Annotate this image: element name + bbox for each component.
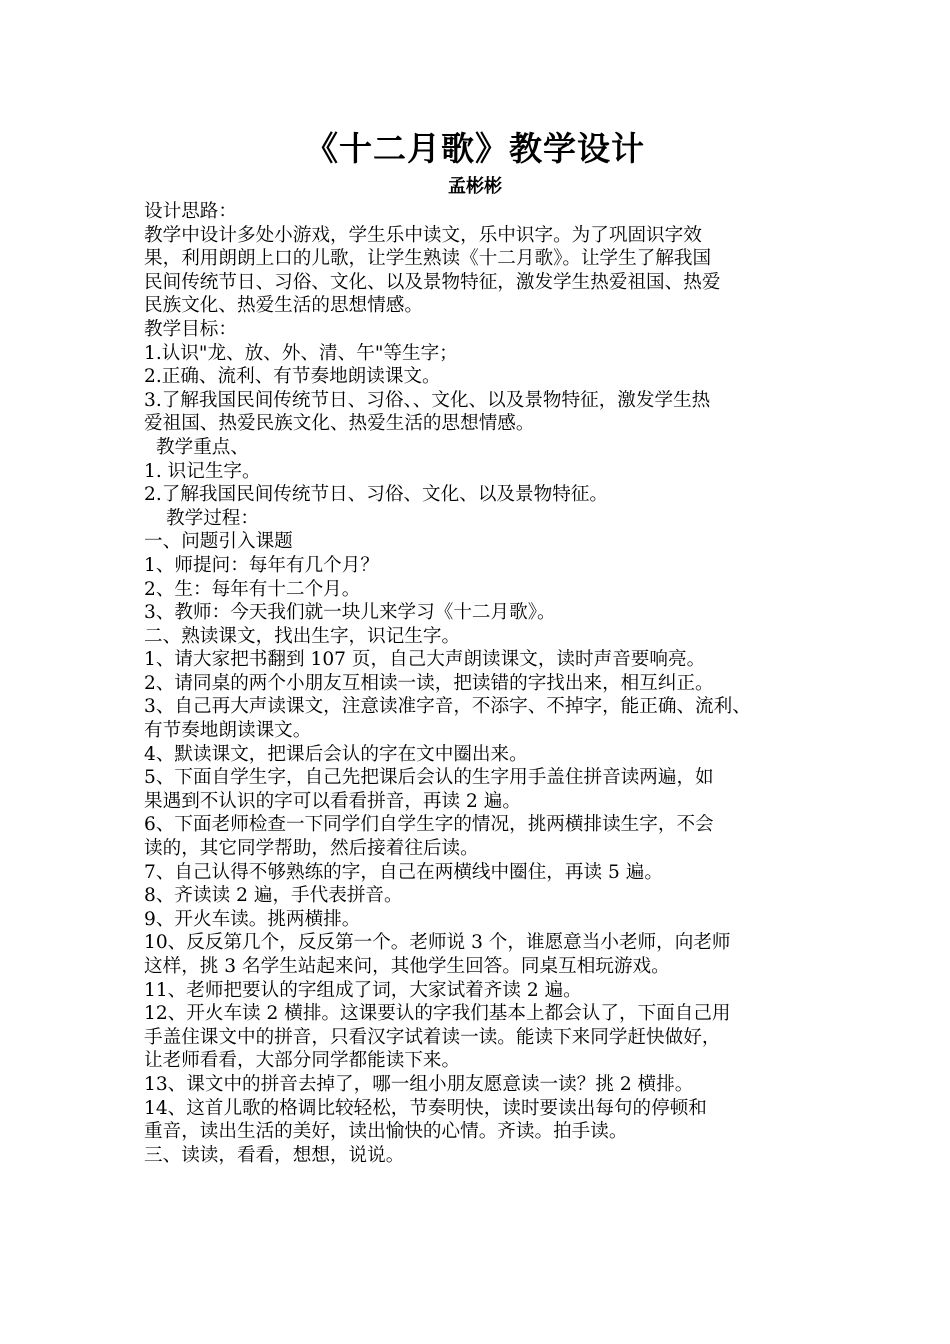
- body-line: 一、问题引入课题: [144, 531, 293, 553]
- body-line: 果，利用朗朗上口的儿歌，让学生熟读《十二月歌》。让学生了解我国: [144, 248, 712, 270]
- body-line: 11、老师把要认的字组成了词，大家试着齐读 2 遍。: [144, 979, 582, 1001]
- body-line: 这样，挑 3 名学生站起来问，其他学生回答。同桌互相玩游戏。: [144, 956, 670, 977]
- body-line: 教学中设计多处小游戏，学生乐中读文，乐中识字。为了巩固识字效: [144, 224, 702, 246]
- body-line: 民族文化、热爱生活的思想情感。: [144, 295, 423, 317]
- body-line: 7、自己认得不够熟练的字，自己在两横线中圈住，再读 5 遍。: [144, 861, 663, 883]
- document-author: 孟彬彬: [448, 176, 502, 197]
- body-line: 三、读读，看看，想想，说说。: [144, 1144, 405, 1166]
- body-line: 手盖住课文中的拼音，只看汉字试着读一读。能读下来同学赶快做好，: [144, 1026, 721, 1048]
- body-line: 12、开火车读 2 横排。这课要认的字我们基本上都会认了，下面自己用: [144, 1003, 731, 1025]
- body-line: 1、请大家把书翻到 107 页，自己大声朗读课文，读时声音要响亮。: [144, 649, 706, 671]
- body-line: 3.了解我国民间传统节日、习俗、、文化、以及景物特征，激发学生热: [144, 389, 711, 411]
- body-line: 5、下面自学生字，自己先把课后会认的生字用手盖住拼音读两遍，如: [144, 767, 714, 789]
- body-line: 9、开火车读。挑两横排。: [144, 908, 361, 930]
- section-heading: 教学目标：: [144, 318, 237, 340]
- body-line: 读的，其它同学帮助，然后接着往后读。: [144, 838, 479, 860]
- body-line: 14、这首儿歌的格调比较轻松，节奏明快，读时要读出每句的停顿和: [144, 1097, 707, 1119]
- document-title: 《十二月歌》教学设计: [305, 129, 645, 168]
- body-line: 1.认识"龙、放、外、清、午"等生字；: [144, 342, 458, 364]
- body-line: 爱祖国、热爱民族文化、热爱生活的思想情感。: [144, 413, 535, 435]
- body-line: 重音，读出生活的美好，读出愉快的心情。齐读。拍手读。: [144, 1121, 628, 1143]
- body-line: 让老师看看，大部分同学都能读下来。: [144, 1050, 461, 1072]
- body-line: 8、齐读读 2 遍，手代表拼音。: [144, 885, 403, 907]
- body-line: 1、师提问：每年有几个月？: [144, 554, 379, 576]
- section-heading: 教学重点、: [156, 436, 249, 458]
- body-line: 3、自己再大声读课文，注意读准字音，不添字、不掉字，能正确、流利、: [144, 696, 751, 718]
- body-line: 1. 识记生字。: [144, 460, 261, 482]
- body-line: 2、生：每年有十二个月。: [144, 578, 361, 600]
- body-line: 6、下面老师检查一下同学们自学生字的情况，挑两横排读生字，不会: [144, 814, 714, 836]
- body-line: 设计思路：: [144, 201, 237, 222]
- body-line: 3、教师：今天我们就一块儿来学习《十二月歌》。: [144, 602, 556, 624]
- body-line: 2、请同桌的两个小朋友互相读一读，把读错的字找出来，相互纠正。: [144, 672, 714, 694]
- body-line: 有节奏地朗读课文。: [144, 720, 312, 742]
- body-line: 13、课文中的拼音去掉了，哪一组小朋友愿意读一读？挑 2 横排。: [144, 1073, 694, 1095]
- section-heading: 教学过程：: [166, 507, 259, 529]
- body-line: 果遇到不认识的字可以看看拼音，再读 2 遍。: [144, 790, 521, 812]
- body-line: 二、熟读课文，找出生字，识记生字。: [144, 625, 461, 647]
- body-line: 4、默读课文，把课后会认的字在文中圈出来。: [144, 743, 528, 765]
- body-line: 2.了解我国民间传统节日、习俗、文化、以及景物特征。: [144, 484, 608, 506]
- document-body: [144, 200, 812, 1167]
- body-line: 2.正确、流利、有节奏地朗读课文。: [144, 366, 441, 388]
- body-line: 民间传统节日、习俗、文化、以及景物特征，激发学生热爱祖国、热爱: [144, 271, 721, 293]
- body-line: 10、反反第几个，反反第一个。老师说 3 个，谁愿意当小老师，向老师: [144, 932, 731, 954]
